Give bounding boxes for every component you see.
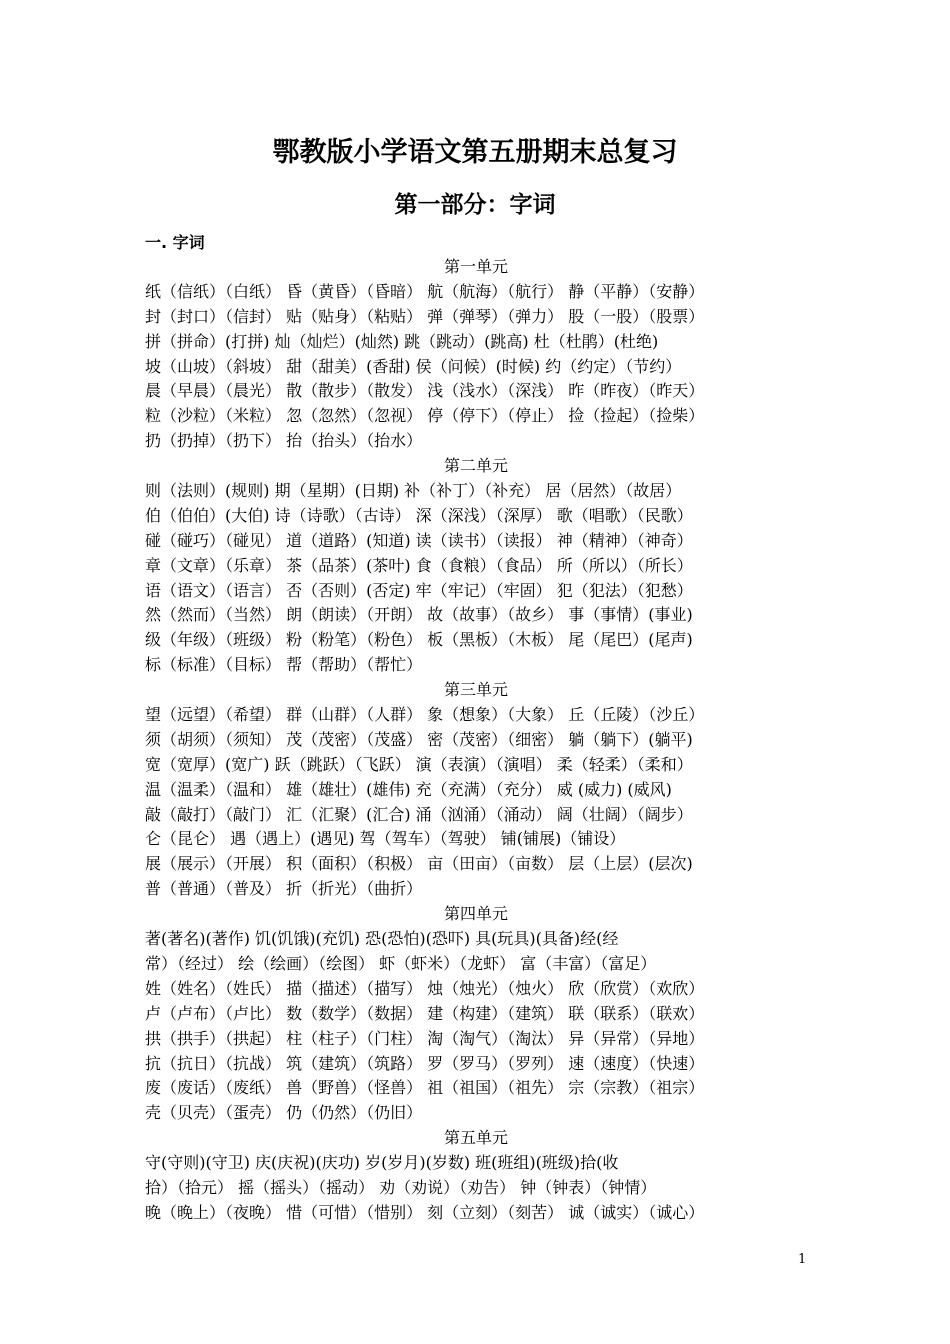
vocab-line: 望（远望）（希望） 群（山群）（人群） 象（想象）（大象） 丘（丘陵）（沙丘）	[145, 705, 705, 725]
vocab-line: 普（普通）（普及） 折（折光）（曲折）	[145, 879, 423, 899]
vocab-line: 章（文章）（乐章） 茶（品茶）(茶叶) 食（食粮）（食品） 所（所以）（所长）	[145, 555, 693, 575]
vocab-line: 粒（沙粒）（米粒） 忽（忽然）（忽视） 停（停下）（停止） 捡（捡起）（捡柴）	[145, 406, 705, 426]
vocab-line: 须（胡须）（须知） 茂（茂密）（茂盛） 密（茂密）（细密） 躺（躺下）(躺平)	[145, 729, 693, 749]
vocab-line: 废（废话）（废纸） 兽（野兽）（怪兽） 祖（祖国）（祖先） 宗（宗教）（祖宗）	[145, 1078, 705, 1098]
section-heading: 一. 字词	[145, 233, 205, 252]
vocab-line: 拾）（拾元） 摇（摇头）（摇动） 劝（劝说）（劝告） 钟（钟表）（钟情）	[145, 1177, 657, 1197]
document-title: 鄂教版小学语文第五册期末总复习	[272, 137, 678, 168]
vocab-line: 晨（早晨）（晨光） 散（散步）（散发） 浅（浅水）（深浅） 昨（昨夜）（昨天）	[145, 381, 705, 401]
document-subtitle: 第一部分：字词	[394, 192, 556, 218]
unit-title-5: 第五单元	[443, 1128, 508, 1148]
unit-title-4: 第四单元	[443, 904, 508, 924]
vocab-line: 宽（宽厚）(宽广) 跃（跳跃）（飞跃） 演（表演）（演唱） 柔（轻柔）（柔和）	[145, 754, 693, 774]
vocab-line: 级（年级）（班级） 粉（粉笔）（粉色） 板（黑板）（木板） 尾（尾巴）(尾声)	[145, 630, 693, 650]
vocab-line: 姓（姓名）（姓氏） 描（描述）（描写） 烛（烛光）（烛火） 欣（欣赏）（欢欣）	[145, 978, 705, 998]
vocab-line: 伯（伯伯）(大伯) 诗（诗歌）（古诗） 深（深浅）（深厚） 歌（唱歌）（民歌）	[145, 505, 693, 525]
vocab-line: 壳（贝壳）（蛋壳） 仍（仍然）（仍旧）	[145, 1103, 423, 1123]
vocabulary-body	[145, 255, 807, 1226]
unit-title-2: 第二单元	[443, 456, 508, 476]
vocab-line: 语（语文）（语言） 否（否则）(否定) 牢（牢记）（牢固） 犯（犯法）（犯愁）	[145, 580, 693, 600]
unit-title-3: 第三单元	[443, 680, 508, 700]
vocab-line: 标（标准）（目标） 帮（帮助）（帮忙）	[145, 655, 423, 675]
vocab-line: 著(著名)(著作) 饥(饥饿)(充饥) 恐(恐怕)(恐吓) 具(玩具)(具备)经(经	[145, 929, 619, 949]
vocab-line: 敲（敲打）（敲门） 汇（汇聚）(汇合) 涌（汹涌）（涌动） 阔（壮阔）（阔步）	[145, 804, 693, 824]
vocab-line: 扔（扔掉）（扔下） 抬（抬头）（抬水）	[145, 431, 423, 451]
vocab-line: 温（温柔）（温和） 雄（雄壮）(雄伟) 充（充满）（充分） 威 (威力) (威风)	[145, 779, 672, 799]
vocab-line: 拱（拱手）（拱起） 柱（柱子）（门柱） 淘（淘气）（淘汰） 异（异常）（异地）	[145, 1028, 705, 1048]
vocab-line: 然（然而）（当然） 朗（朗读）（开朗） 故（故事）（故乡） 事（事情）(事业)	[145, 605, 693, 625]
vocab-line: 卢（卢布）（卢比） 数（数学）（数据） 建（构建）（建筑） 联（联系）（联欢）	[145, 1003, 705, 1023]
vocab-line: 常）（经过） 绘（绘画）（绘图） 虾（虾米）（龙虾） 富（丰富）（富足）	[145, 953, 657, 973]
unit-title-1: 第一单元	[443, 257, 508, 276]
vocab-line: 抗（抗日）（抗战） 筑（建筑）（筑路） 罗（罗马）（罗列） 速（速度）（快速）	[145, 1053, 705, 1073]
vocab-line: 守(守则)(守卫) 庆(庆祝)(庆功) 岁(岁月)(岁数) 班(班组)(班级)拾(收	[145, 1153, 619, 1173]
vocab-line: 碰（碰巧）（碰见） 道（道路）(知道) 读（读书）（读报） 神（精神）（神奇）	[145, 530, 693, 550]
page-number: 1	[798, 1252, 807, 1267]
vocab-line: 展（展示）（开展） 积（面积）（积极） 亩（田亩）（亩数） 层（上层）(层次)	[145, 854, 693, 874]
vocab-line: 拼（拼命）(打拼) 灿（灿烂）(灿然) 跳（跳动）(跳高) 杜（杜鹃）(杜绝)	[145, 331, 659, 351]
vocab-line: 纸（信纸）（白纸） 昏（黄昏）（昏暗） 航（航海）（航行） 静（平静）（安静）	[145, 281, 705, 301]
vocab-line: 仑（昆仑） 遇（遇上）(遇见) 驾（驾车）（驾驶） 铺(铺展)（铺设）	[145, 829, 626, 849]
vocab-line: 坡（山坡）（斜坡） 甜（甜美）(香甜) 侯（问候）(时候) 约（约定）（节约）	[145, 356, 682, 376]
vocab-line: 封（封口）（信封） 贴（贴身）（粘贴） 弹（弹琴）（弹力） 股（一股）（股票）	[145, 306, 705, 326]
vocab-line: 晚（晚上）（夜晚） 惜（可惜）（惜别） 刻（立刻）（刻苦） 诚（诚实）（诚心）	[145, 1202, 705, 1222]
vocab-line: 则（法则）(规则) 期（星期）(日期) 补（补丁）（补充） 居（居然）（故居）	[145, 481, 682, 501]
